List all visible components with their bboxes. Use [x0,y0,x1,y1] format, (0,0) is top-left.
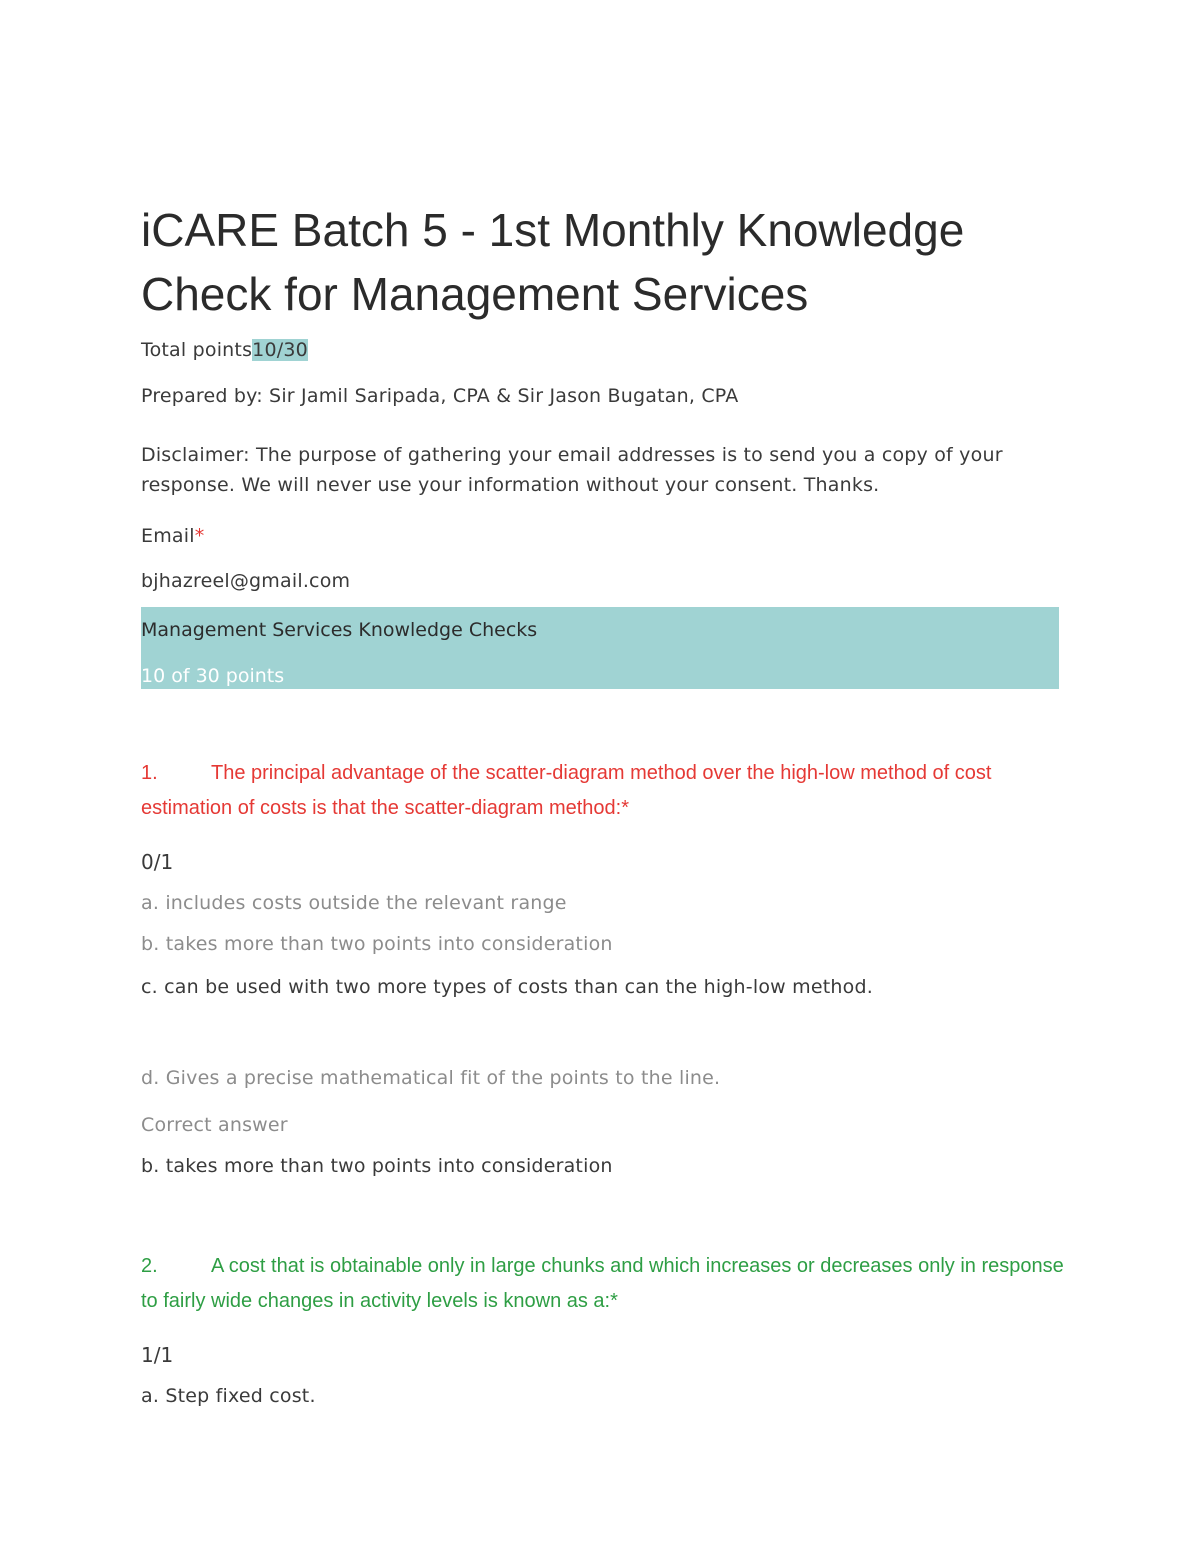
correct-answer: b. takes more than two points into consideration [141,1155,613,1177]
disclaimer: Disclaimer: The purpose of gathering your email addresses is to send you a copy of your response. We will never use your information without your consent. Thanks. [141,444,1003,496]
required-mark: * [610,1290,618,1312]
correct-answer-label: Correct answer [141,1114,288,1136]
email-label [141,521,204,551]
form-title: iCARE Batch 5 - 1st Monthly Knowledge Check for Management Services [141,204,965,320]
question-2-prompt: A cost that is obtainable only in large chunks and which increases or decreases only in response to fairly wide changes in activity levels is known as a: [141,1255,1064,1312]
section-title: Management Services Knowledge Checks [141,619,538,641]
question-1-option-c-selected: c. can be used with two more types of costs than can the high-low method. [141,976,873,998]
question-2-text [141,1249,1071,1319]
email-label-text: Email [141,525,195,547]
question-1-option-b: b. takes more than two points into consideration [141,933,613,955]
question-1-option-a: a. includes costs outside the relevant range [141,892,567,914]
question-2-number: 2. [141,1255,158,1277]
question-1-prompt: The principal advantage of the scatter-diagram method over the high-low method of cost estimation of costs is that the scatter-diagram method: [141,762,992,819]
question-2-score: 1/1 [141,1343,174,1367]
required-mark: * [194,525,205,547]
required-mark: * [621,797,630,819]
question-1-text [141,756,1071,826]
total-points [141,335,308,365]
prepared-by: Prepared by: Sir Jamil Saripada, CPA & Sir Jason Bugatan, CPA [141,385,739,407]
email-value: bjhazreel@gmail.com [141,570,351,592]
question-1-number: 1. [141,762,158,784]
section-points: 10 of 30 points [141,665,285,687]
total-points-value: 10/30 [252,339,308,361]
total-points-label: Total points [141,339,253,361]
question-1-option-d: d. Gives a precise mathematical fit of the points to the line. [141,1067,721,1089]
question-1-score: 0/1 [141,850,174,874]
question-2-option-a-selected: a. Step fixed cost. [141,1385,316,1407]
